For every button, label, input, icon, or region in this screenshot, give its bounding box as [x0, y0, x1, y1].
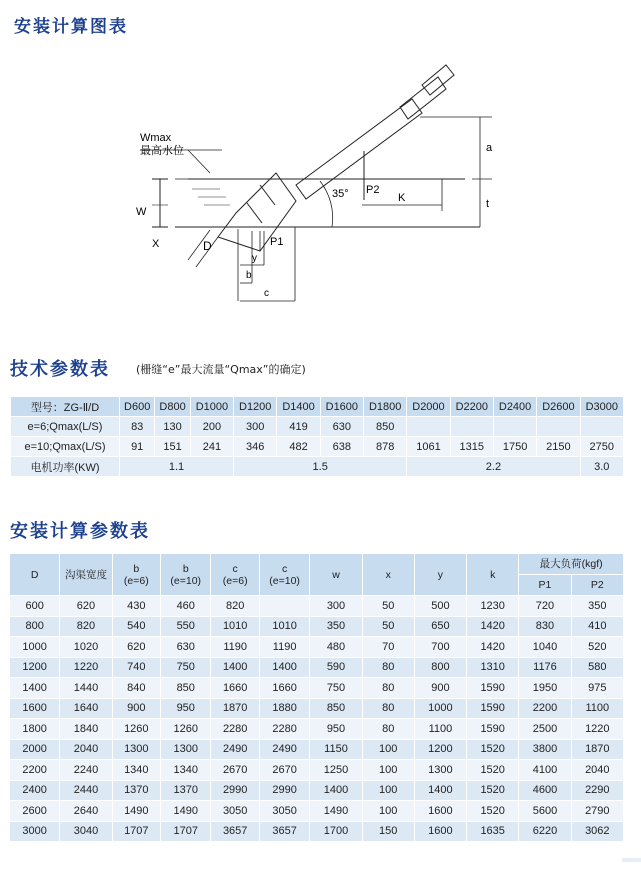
table-cell: 1600: [414, 801, 466, 822]
tech-params-title: 技术参数表: [10, 359, 110, 380]
table-cell: 600: [10, 596, 60, 617]
tech-header-cell: D2200: [450, 397, 493, 417]
table-cell: 1490: [112, 801, 160, 822]
table-cell: 620: [112, 637, 160, 658]
table-cell: 100: [362, 739, 414, 760]
row-label: e=10;Qmax(L/S): [11, 437, 120, 457]
table-cell: 1400: [414, 780, 466, 801]
table-cell: 350: [310, 616, 362, 637]
table-cell: 2490: [211, 739, 259, 760]
table-cell: 1870: [571, 739, 623, 760]
table-cell: 1200: [10, 657, 60, 678]
table-cell: 1190: [211, 637, 259, 658]
tech-header-cell: D1800: [364, 397, 407, 417]
table-cell: 3657: [211, 821, 259, 842]
table-cell: 80: [362, 698, 414, 719]
table-cell: 650: [414, 616, 466, 637]
table-cell: 1660: [211, 678, 259, 699]
table-cell: 1750: [493, 437, 536, 457]
table-cell: 950: [161, 698, 211, 719]
tech-header-cell: D1000: [190, 397, 233, 417]
table-cell: 1400: [211, 657, 259, 678]
table-cell: 1870: [211, 698, 259, 719]
table-cell: 1400: [259, 657, 309, 678]
table-cell: 80: [362, 719, 414, 740]
table-cell: 410: [571, 616, 623, 637]
table-cell: 975: [571, 678, 623, 699]
table-cell: 630: [320, 417, 363, 437]
table-cell: 2290: [571, 780, 623, 801]
table-row: [10, 596, 624, 617]
power-cell: 1.1: [120, 457, 234, 477]
table-cell: 1635: [467, 821, 519, 842]
table-cell: 1340: [161, 760, 211, 781]
table-cell: 80: [362, 678, 414, 699]
table-cell: 1400: [10, 678, 60, 699]
table-cell: 2280: [259, 719, 309, 740]
d-label: D: [203, 239, 212, 253]
table-cell: 2400: [10, 780, 60, 801]
table-cell: 800: [10, 616, 60, 637]
table-cell: 2200: [519, 698, 571, 719]
power-cell: 1.5: [234, 457, 407, 477]
table-cell: 1420: [467, 616, 519, 637]
table-row: [10, 698, 624, 719]
header-b-e6-sub: (e=6): [123, 574, 149, 587]
table-cell: [580, 417, 623, 437]
table-cell: 100: [362, 760, 414, 781]
table-cell: 300: [310, 596, 362, 617]
table-cell: 3050: [259, 801, 309, 822]
table-cell: 2240: [60, 760, 112, 781]
table-cell: 900: [414, 678, 466, 699]
table-cell: 1150: [310, 739, 362, 760]
table-cell: 430: [112, 596, 160, 617]
table-cell: 1520: [467, 801, 519, 822]
tech-header-cell: D800: [155, 397, 190, 417]
table-cell: 346: [234, 437, 277, 457]
p2-label: P2: [366, 184, 380, 196]
model-header: 型号：ZG-Ⅱ/D: [11, 397, 120, 417]
table-cell: 3062: [571, 821, 623, 842]
table-cell: 1260: [112, 719, 160, 740]
table-cell: 850: [310, 698, 362, 719]
table-cell: 1490: [310, 801, 362, 822]
table-cell: 750: [310, 678, 362, 699]
table-cell: 1250: [310, 760, 362, 781]
tech-header-row: [11, 397, 624, 417]
table-cell: 1490: [161, 801, 211, 822]
table-cell: 4600: [519, 780, 571, 801]
table-cell: 1230: [467, 596, 519, 617]
table-cell: 1590: [467, 698, 519, 719]
table-cell: 820: [60, 616, 112, 637]
table-cell: 150: [362, 821, 414, 842]
table-cell: 878: [364, 437, 407, 457]
table-cell: 50: [362, 596, 414, 617]
table-cell: 850: [364, 417, 407, 437]
table-cell: 460: [161, 596, 211, 617]
table-cell: 1707: [112, 821, 160, 842]
table-cell: 2670: [211, 760, 259, 781]
table-cell: 300: [234, 417, 277, 437]
row-label: 电机功率(KW): [11, 457, 120, 477]
table-cell: 151: [155, 437, 190, 457]
table-cell: 1176: [519, 657, 571, 678]
tech-header-cell: D2000: [407, 397, 450, 417]
p1-label: P1: [270, 236, 284, 248]
table-cell: 1300: [414, 760, 466, 781]
table-cell: 4100: [519, 760, 571, 781]
table-cell: 2000: [10, 739, 60, 760]
table-row: [10, 780, 624, 801]
e6-flow-row: [11, 417, 624, 437]
install-params-table: [10, 554, 624, 842]
table-cell: 1520: [467, 780, 519, 801]
tech-params-note: (栅缝“e”最大流量“Qmax”的确定): [136, 363, 306, 376]
tech-header-cell: D3000: [580, 397, 623, 417]
calc-header-row: [10, 554, 624, 575]
motor-power-row: [11, 457, 624, 477]
table-row: [10, 657, 624, 678]
table-cell: 580: [571, 657, 623, 678]
table-cell: 3657: [259, 821, 309, 842]
tech-header-cell: D2600: [537, 397, 580, 417]
tech-header-cell: D600: [120, 397, 155, 417]
table-cell: 2280: [211, 719, 259, 740]
header-w: w: [310, 554, 362, 596]
table-row: [10, 739, 624, 760]
table-cell: 50: [362, 616, 414, 637]
table-cell: [493, 417, 536, 437]
install-chart-title: 安装计算图表: [14, 17, 128, 37]
w-label: W: [136, 206, 147, 218]
table-cell: 1315: [450, 437, 493, 457]
a-label: a: [486, 142, 493, 154]
table-cell: 1300: [161, 739, 211, 760]
wmax-label: Wmax: [140, 132, 172, 144]
table-cell: 241: [190, 437, 233, 457]
table-row: [10, 616, 624, 637]
table-cell: 2670: [259, 760, 309, 781]
table-cell: [450, 417, 493, 437]
table-cell: 550: [161, 616, 211, 637]
table-cell: 70: [362, 637, 414, 658]
row-label: e=6;Qmax(L/S): [11, 417, 120, 437]
t-label: t: [486, 198, 490, 210]
installation-diagram: [100, 55, 520, 315]
table-cell: 2040: [60, 739, 112, 760]
table-cell: 1800: [10, 719, 60, 740]
header-k: k: [467, 554, 519, 596]
table-cell: 1300: [112, 739, 160, 760]
header-max-load: 最大负荷(kgf): [519, 554, 624, 575]
table-cell: 480: [310, 637, 362, 658]
table-cell: 200: [190, 417, 233, 437]
table-cell: 1840: [60, 719, 112, 740]
header-c-e10: [259, 554, 309, 596]
table-cell: 1020: [60, 637, 112, 658]
table-cell: 3800: [519, 739, 571, 760]
table-cell: 419: [277, 417, 320, 437]
x-label: X: [152, 238, 160, 250]
table-cell: 1660: [259, 678, 309, 699]
table-cell: 2490: [259, 739, 309, 760]
header-channel-width: 沟渠宽度: [60, 554, 112, 596]
table-row: [10, 678, 624, 699]
max-water-label: 最高水位: [140, 145, 184, 157]
table-cell: 820: [211, 596, 259, 617]
table-cell: [537, 417, 580, 437]
table-cell: 1590: [467, 719, 519, 740]
table-cell: 3000: [10, 821, 60, 842]
table-cell: 850: [161, 678, 211, 699]
table-cell: 350: [571, 596, 623, 617]
table-row: [10, 821, 624, 842]
table-row: [10, 801, 624, 822]
y-label: y: [252, 253, 257, 264]
table-cell: 1010: [259, 616, 309, 637]
table-row: [10, 637, 624, 658]
table-cell: 2640: [60, 801, 112, 822]
table-cell: 1950: [519, 678, 571, 699]
table-cell: 1100: [571, 698, 623, 719]
table-cell: 3050: [211, 801, 259, 822]
tech-header-cell: D1200: [234, 397, 277, 417]
table-cell: 1040: [519, 637, 571, 658]
table-cell: 740: [112, 657, 160, 678]
table-cell: 2600: [10, 801, 60, 822]
table-cell: 2200: [10, 760, 60, 781]
table-cell: 1640: [60, 698, 112, 719]
table-cell: 700: [414, 637, 466, 658]
table-cell: 540: [112, 616, 160, 637]
table-cell: 1100: [414, 719, 466, 740]
table-cell: 1260: [161, 719, 211, 740]
header-p2: P2: [571, 575, 623, 596]
table-cell: 83: [120, 417, 155, 437]
angle-label: 35°: [332, 188, 349, 200]
table-cell: 800: [414, 657, 466, 678]
table-cell: 1061: [407, 437, 450, 457]
table-cell: 1200: [414, 739, 466, 760]
tech-header-cell: D2400: [493, 397, 536, 417]
header-p1: P1: [519, 575, 571, 596]
k-label: K: [398, 192, 406, 204]
table-cell: 1520: [467, 760, 519, 781]
header-c-e10-sub: (e=10): [269, 574, 300, 587]
table-cell: 900: [112, 698, 160, 719]
table-cell: 630: [161, 637, 211, 658]
tech-header-cell: D1400: [277, 397, 320, 417]
table-cell: 482: [277, 437, 320, 457]
table-cell: 130: [155, 417, 190, 437]
table-row: [10, 719, 624, 740]
tech-header-cell: D1600: [320, 397, 363, 417]
table-cell: 1010: [211, 616, 259, 637]
header-x: x: [362, 554, 414, 596]
header-b-e10-name: b: [182, 562, 189, 575]
table-cell: 2040: [571, 760, 623, 781]
table-cell: 1700: [310, 821, 362, 842]
table-cell: 2790: [571, 801, 623, 822]
page-corner-mark: [622, 858, 641, 862]
table-cell: 1520: [467, 739, 519, 760]
table-cell: 2150: [537, 437, 580, 457]
table-cell: 638: [320, 437, 363, 457]
table-cell: 1220: [571, 719, 623, 740]
header-c-e10-name: c: [281, 562, 288, 575]
table-cell: 1340: [112, 760, 160, 781]
table-cell: 100: [362, 801, 414, 822]
table-cell: 720: [519, 596, 571, 617]
header-d: D: [10, 554, 60, 596]
power-cell: 3.0: [580, 457, 623, 477]
table-cell: 1420: [467, 637, 519, 658]
table-cell: 840: [112, 678, 160, 699]
calc-table-body: [10, 596, 624, 842]
table-cell: 1370: [161, 780, 211, 801]
header-c-e6-sub: (e=6): [222, 574, 248, 587]
table-cell: 2990: [259, 780, 309, 801]
table-cell: 1880: [259, 698, 309, 719]
table-cell: 1600: [414, 821, 466, 842]
b-label: b: [246, 270, 252, 281]
table-cell: 2500: [519, 719, 571, 740]
header-b-e10: [161, 554, 211, 596]
e10-flow-row: [11, 437, 624, 457]
c-label: c: [264, 288, 269, 299]
table-cell: 1000: [10, 637, 60, 658]
table-cell: 1370: [112, 780, 160, 801]
table-row: [10, 760, 624, 781]
table-cell: 1400: [310, 780, 362, 801]
table-cell: 80: [362, 657, 414, 678]
table-cell: 590: [310, 657, 362, 678]
header-c-e6: [211, 554, 259, 596]
table-cell: 520: [571, 637, 623, 658]
table-cell: 2750: [580, 437, 623, 457]
table-cell: 1600: [10, 698, 60, 719]
table-cell: 5600: [519, 801, 571, 822]
table-cell: 750: [161, 657, 211, 678]
table-cell: 1190: [259, 637, 309, 658]
table-cell: 100: [362, 780, 414, 801]
table-cell: 91: [120, 437, 155, 457]
install-params-title: 安装计算参数表: [10, 521, 150, 542]
table-cell: [259, 596, 309, 617]
header-c-e6-name: c: [232, 562, 238, 575]
table-cell: 1707: [161, 821, 211, 842]
table-cell: 620: [60, 596, 112, 617]
table-cell: 1000: [414, 698, 466, 719]
table-cell: 500: [414, 596, 466, 617]
tech-params-table: [10, 396, 624, 477]
table-cell: 2990: [211, 780, 259, 801]
power-cell: 2.2: [407, 457, 580, 477]
table-cell: 1590: [467, 678, 519, 699]
table-cell: 6220: [519, 821, 571, 842]
header-b-e6-name: b: [133, 562, 140, 575]
table-cell: 830: [519, 616, 571, 637]
table-cell: 1310: [467, 657, 519, 678]
header-b-e6: [112, 554, 160, 596]
header-b-e10-sub: (e=10): [170, 574, 202, 587]
header-y: y: [414, 554, 466, 596]
table-cell: 1220: [60, 657, 112, 678]
table-cell: 1440: [60, 678, 112, 699]
table-cell: [407, 417, 450, 437]
table-cell: 3040: [60, 821, 112, 842]
table-cell: 2440: [60, 780, 112, 801]
table-cell: 950: [310, 719, 362, 740]
